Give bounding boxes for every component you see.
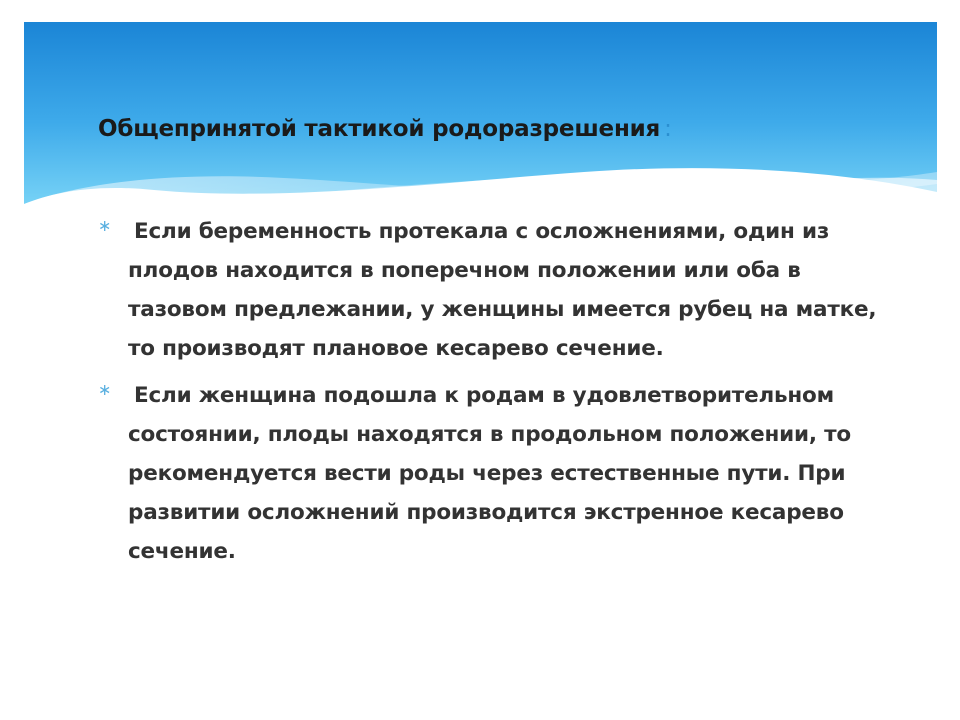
bullet-list [98,212,898,579]
bullet-text: Если женщина подошла к родам в удовлетворительном состоянии, плоды находятся в продольном положении, то рекомендуется вести роды через естественные пути. При развитии осложнений производится экстренное кесарево сечение. [128,383,851,564]
bullet-text: Если беременность протекала с осложнениями, один из плодов находится в поперечном положении или оба в тазовом предлежании, у женщины имеется рубец на матке, то производят плановое кесарево сечение. [128,219,877,361]
asterisk-bullet-icon: ∗ [98,380,112,399]
bullet-item [98,376,898,571]
slide-title-text: Общепринятой тактикой родоразрешения [98,116,661,142]
slide-title [98,116,672,142]
slide-title-colon: : [664,116,672,142]
bullet-item [98,212,898,368]
asterisk-bullet-icon: ∗ [98,216,112,235]
